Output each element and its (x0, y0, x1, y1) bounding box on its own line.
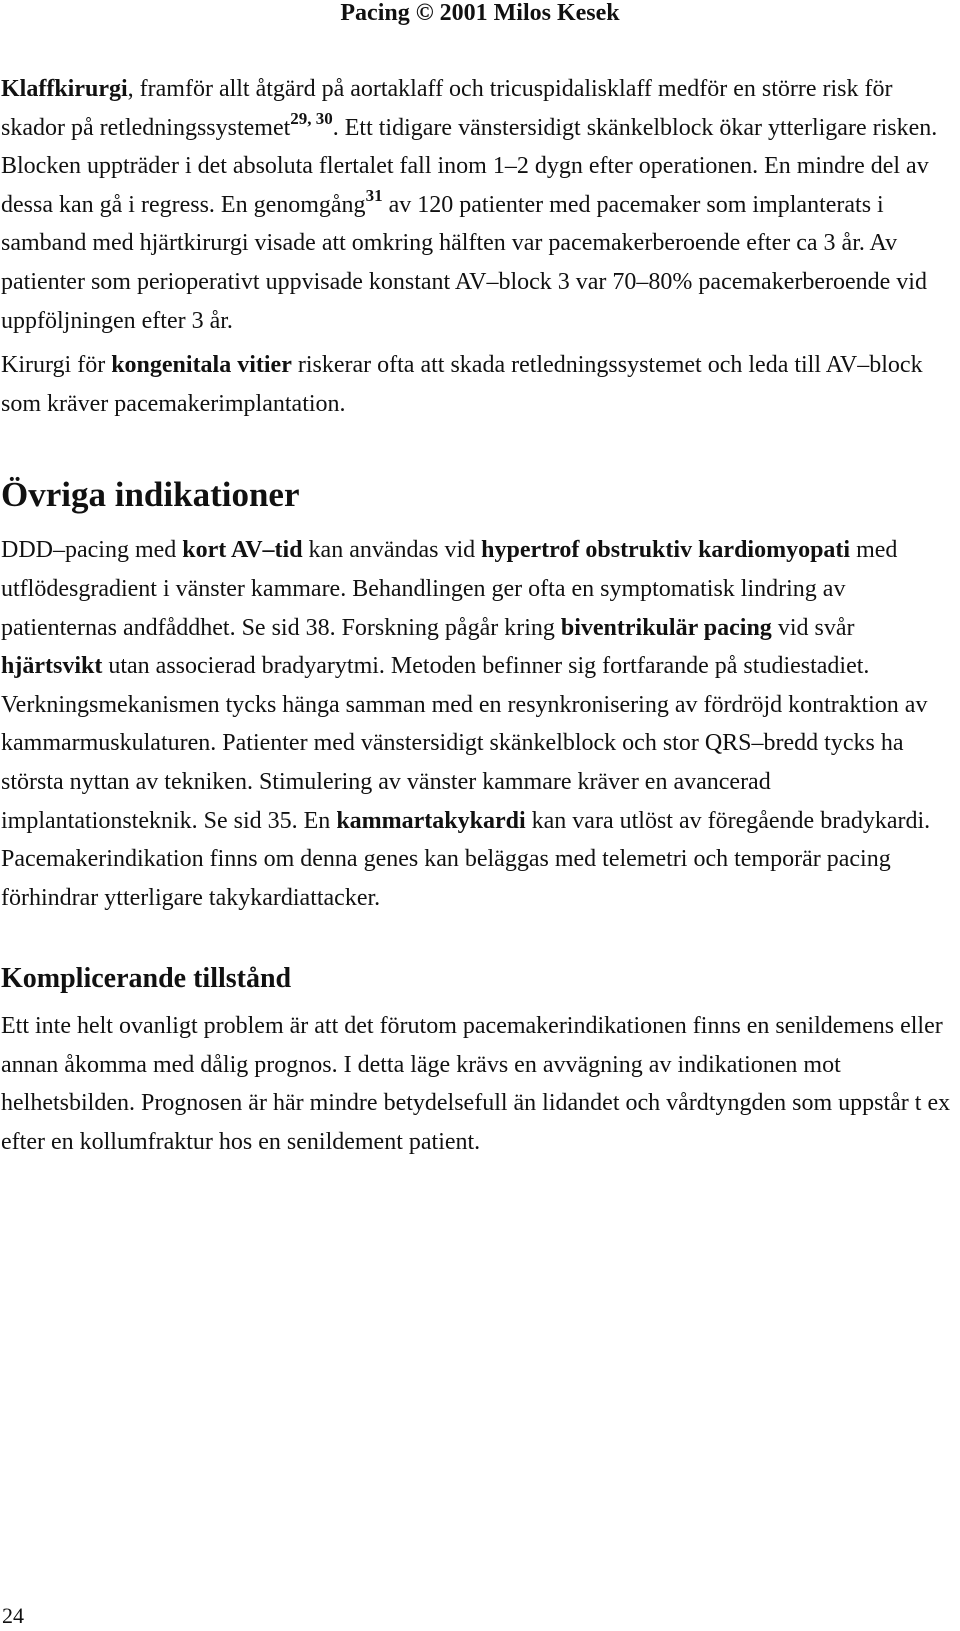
term-hjartsvikt: hjärtsvikt (1, 653, 103, 680)
paragraph-ovriga-indikationer (1, 531, 956, 917)
text-segment: riskerar ofta att skada retledningssystemet och leda till AV–block som kräver pacemakerimplantation. (1, 352, 923, 417)
text-segment: DDD–pacing med (1, 537, 183, 564)
term-hypertrof-obstruktiv-kardiomyopati: hypertrof obstruktiv kardiomyopati (481, 537, 851, 564)
heading-ovriga-indikationer: Övriga indikationer (1, 475, 300, 515)
term-kongenitala-vitier: kongenitala vitier (111, 352, 292, 379)
reference-31: 31 (365, 185, 383, 205)
paragraph-komplicerande-tillstand: Ett inte helt ovanligt problem är att det förutom pacemakerindikationen finns en senildemens eller annan åkomma med dålig prognos. I detta läge krävs en avvägning av indikationen mot helhetsbilden. Prognosen är här mindre betydelsefull än lidandet och vårdtyngden som uppstår t ex efter en kollumfraktur hos en senildement patient. (1, 1013, 951, 1156)
document-body (1, 70, 956, 1162)
text-segment: kan användas vid (302, 537, 482, 564)
term-klaffkirurgi: Klaffkirurgi (1, 76, 128, 102)
paragraph-klaffkirurgi (1, 70, 956, 340)
text-segment: kan vara utlöst av föregående bradykardi. Pacemakerindikation finns om denna genes kan beläggas med telemetri och temporär pacing förhindrar ytterligare takykardiattacker. (1, 807, 931, 911)
term-kammartakykardi: kammartakykardi (336, 807, 526, 834)
term-biventrikular-pacing: biventrikulär pacing (560, 614, 772, 641)
heading-komplicerande-tillstand: Komplicerande tillstånd (1, 963, 292, 995)
page-header: Pacing © 2001 Milos Kesek (340, 0, 620, 26)
reference-29-30: 29, 30 (290, 108, 333, 128)
text-segment: med utflödesgradient i vänster kammare. Behandlingen ger ofta en symptomatisk lindring av patienternas andfåddhet. Se sid 38. Forskning pågår kring (1, 537, 898, 641)
paragraph-kongenitala-vitier (1, 346, 956, 423)
text-segment: av 120 patienter med pacemaker som implanterats i samband med hjärtkirurgi visade att omkring hälften var pacemakerberoende efter ca 3 år. Av patienter som perioperativt uppvisade konstant AV–block 3 var 70–80% pacemakerberoende vid uppföljningen efter 3 år. (1, 191, 927, 334)
text-segment: vid svår (771, 614, 855, 641)
text-segment: , framför allt åtgärd på aortaklaff och tricuspidalisklaff medför en större risk för skador på retledningssystemet (1, 76, 893, 141)
text-segment: utan associerad bradyarytmi. Metoden befinner sig fortfarande på studiestadiet. Verkningsmekanismen tycks hänga samman med en resynkronisering av fördröjd kontraktion av kammarmuskulaturen. Patienter med vänstersidigt skänkelblock och stor QRS–bredd tycks ha största nyttan av tekniken. Stimulering av vänster kammare kräver en avancerad implantationsteknik. Se sid 35. En (1, 653, 928, 834)
text-segment: Kirurgi för (1, 352, 112, 379)
page-number: 24 (2, 1603, 24, 1628)
text-segment: . Ett tidigare vänstersidigt skänkelblock ökar ytterligare risken. Blocken uppträder i det absoluta flertalet fall inom 1–2 dygn efter operationen. En mindre del av dessa kan gå i regress. En genomgång (1, 114, 938, 218)
term-kort-av-tid: kort AV–tid (182, 537, 303, 564)
